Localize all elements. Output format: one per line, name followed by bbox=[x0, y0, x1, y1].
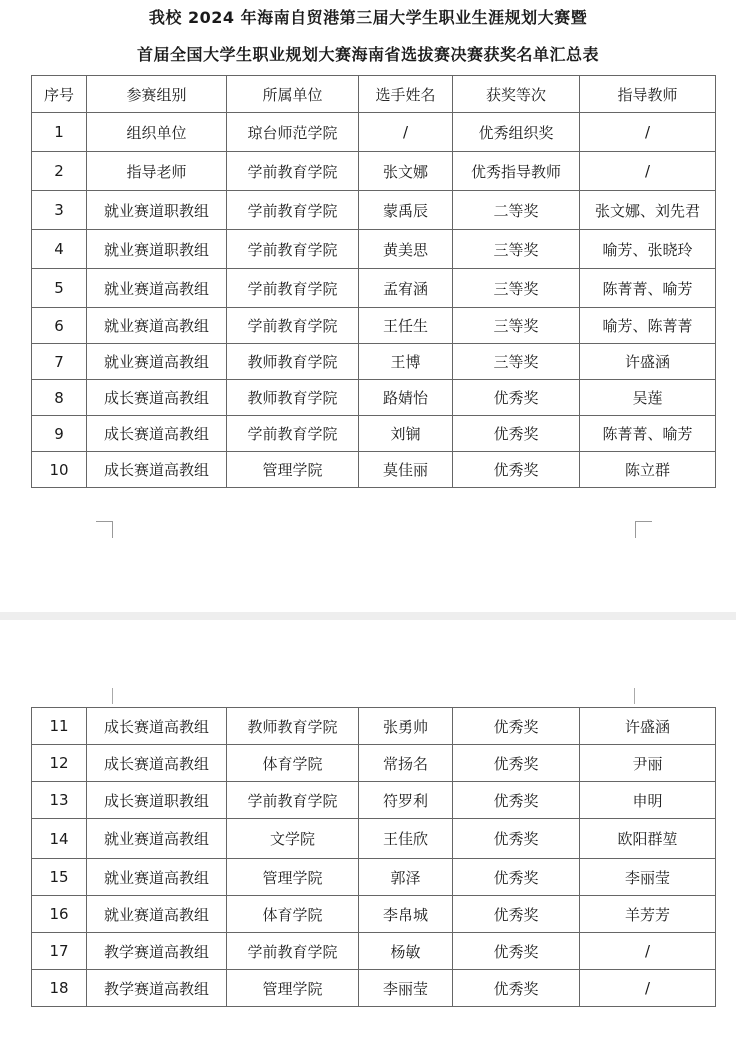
cell-award: 优秀奖 bbox=[453, 416, 580, 452]
cell-group: 就业赛道高教组 bbox=[87, 269, 227, 308]
cell-teacher: 许盛涵 bbox=[580, 344, 716, 380]
cell-name: 王任生 bbox=[359, 308, 453, 344]
header-no: 序号 bbox=[32, 76, 87, 113]
cell-name: 莫佳丽 bbox=[359, 452, 453, 488]
cell-award: 三等奖 bbox=[453, 308, 580, 344]
cell-group: 教学赛道高教组 bbox=[87, 933, 227, 970]
header-name: 选手姓名 bbox=[359, 76, 453, 113]
table-row bbox=[32, 380, 716, 416]
cell-group: 指导老师 bbox=[87, 152, 227, 191]
cell-award: 优秀奖 bbox=[453, 782, 580, 819]
table-row bbox=[32, 113, 716, 152]
cell-teacher: 陈菁菁、喻芳 bbox=[580, 416, 716, 452]
cell-no: 12 bbox=[32, 745, 87, 782]
cell-no: 10 bbox=[32, 452, 87, 488]
cell-no: 6 bbox=[32, 308, 87, 344]
cell-teacher: 尹丽 bbox=[580, 745, 716, 782]
cell-group: 成长赛道高教组 bbox=[87, 452, 227, 488]
cell-group: 教学赛道高教组 bbox=[87, 970, 227, 1007]
cell-no: 1 bbox=[32, 113, 87, 152]
table-row bbox=[32, 269, 716, 308]
crop-mark-right bbox=[635, 521, 652, 538]
cell-no: 14 bbox=[32, 819, 87, 859]
table-row bbox=[32, 782, 716, 819]
cell-unit: 学前教育学院 bbox=[227, 269, 359, 308]
table-row bbox=[32, 344, 716, 380]
cell-no: 2 bbox=[32, 152, 87, 191]
cell-name: 郭泽 bbox=[359, 859, 453, 896]
cell-award: 三等奖 bbox=[453, 230, 580, 269]
cell-teacher: 李丽莹 bbox=[580, 859, 716, 896]
cell-award: 优秀奖 bbox=[453, 452, 580, 488]
cell-award: 优秀奖 bbox=[453, 819, 580, 859]
cell-teacher: 吴莲 bbox=[580, 380, 716, 416]
table-row bbox=[32, 416, 716, 452]
table-row bbox=[32, 230, 716, 269]
cell-group: 组织单位 bbox=[87, 113, 227, 152]
table-row bbox=[32, 745, 716, 782]
table-row bbox=[32, 819, 716, 859]
cell-no: 16 bbox=[32, 896, 87, 933]
cell-no: 18 bbox=[32, 970, 87, 1007]
cell-award: 优秀奖 bbox=[453, 380, 580, 416]
cell-teacher: 张文娜、刘先君 bbox=[580, 191, 716, 230]
cell-unit: 学前教育学院 bbox=[227, 152, 359, 191]
header-unit: 所属单位 bbox=[227, 76, 359, 113]
table-header-row bbox=[32, 76, 716, 113]
table-row bbox=[32, 152, 716, 191]
cell-no: 13 bbox=[32, 782, 87, 819]
cell-no: 7 bbox=[32, 344, 87, 380]
header-group: 参赛组别 bbox=[87, 76, 227, 113]
cell-teacher: / bbox=[580, 113, 716, 152]
cell-group: 就业赛道高教组 bbox=[87, 819, 227, 859]
cell-unit: 学前教育学院 bbox=[227, 191, 359, 230]
cell-group: 就业赛道高教组 bbox=[87, 896, 227, 933]
table-row bbox=[32, 859, 716, 896]
cell-teacher: / bbox=[580, 933, 716, 970]
cell-name: 王佳欣 bbox=[359, 819, 453, 859]
cell-unit: 教师教育学院 bbox=[227, 708, 359, 745]
table-row bbox=[32, 708, 716, 745]
cell-group: 就业赛道高教组 bbox=[87, 344, 227, 380]
cell-award: 优秀组织奖 bbox=[453, 113, 580, 152]
cell-no: 9 bbox=[32, 416, 87, 452]
award-table-page-2 bbox=[31, 707, 716, 1007]
cell-unit: 文学院 bbox=[227, 819, 359, 859]
cell-name: 刘锎 bbox=[359, 416, 453, 452]
cell-teacher: 欧阳群堃 bbox=[580, 819, 716, 859]
cell-no: 3 bbox=[32, 191, 87, 230]
cell-group: 成长赛道高教组 bbox=[87, 380, 227, 416]
cell-award: 优秀奖 bbox=[453, 933, 580, 970]
table-row bbox=[32, 191, 716, 230]
cell-group: 就业赛道职教组 bbox=[87, 230, 227, 269]
table-row bbox=[32, 308, 716, 344]
cell-group: 成长赛道高教组 bbox=[87, 745, 227, 782]
cell-group: 就业赛道高教组 bbox=[87, 308, 227, 344]
document-title-line-1: 我校 2024 年海南自贸港第三届大学生职业生涯规划大赛暨 bbox=[148, 8, 588, 27]
cell-unit: 学前教育学院 bbox=[227, 933, 359, 970]
cell-name: 李丽莹 bbox=[359, 970, 453, 1007]
cell-unit: 管理学院 bbox=[227, 452, 359, 488]
cell-teacher: 羊芳芳 bbox=[580, 896, 716, 933]
cell-teacher: 许盛涵 bbox=[580, 708, 716, 745]
cell-group: 就业赛道职教组 bbox=[87, 191, 227, 230]
cell-name: 常扬名 bbox=[359, 745, 453, 782]
cell-unit: 管理学院 bbox=[227, 970, 359, 1007]
cell-award: 二等奖 bbox=[453, 191, 580, 230]
header-teacher: 指导教师 bbox=[580, 76, 716, 113]
crop-mark-left bbox=[96, 521, 113, 538]
cell-unit: 学前教育学院 bbox=[227, 416, 359, 452]
page-separator bbox=[0, 612, 736, 620]
cell-no: 8 bbox=[32, 380, 87, 416]
cell-award: 优秀奖 bbox=[453, 896, 580, 933]
cell-teacher: / bbox=[580, 970, 716, 1007]
cell-unit: 体育学院 bbox=[227, 896, 359, 933]
cell-name: 符罗利 bbox=[359, 782, 453, 819]
cell-group: 就业赛道高教组 bbox=[87, 859, 227, 896]
cell-teacher: 陈菁菁、喻芳 bbox=[580, 269, 716, 308]
cell-group: 成长赛道高教组 bbox=[87, 708, 227, 745]
cell-name: 王博 bbox=[359, 344, 453, 380]
cell-name: 路婧怡 bbox=[359, 380, 453, 416]
table-row bbox=[32, 970, 716, 1007]
cell-name: 张文娜 bbox=[359, 152, 453, 191]
cell-teacher: / bbox=[580, 152, 716, 191]
cell-unit: 学前教育学院 bbox=[227, 308, 359, 344]
cell-name: / bbox=[359, 113, 453, 152]
cell-unit: 琼台师范学院 bbox=[227, 113, 359, 152]
cell-award: 优秀奖 bbox=[453, 970, 580, 1007]
cell-teacher: 喻芳、陈菁菁 bbox=[580, 308, 716, 344]
cell-award: 三等奖 bbox=[453, 344, 580, 380]
cell-award: 优秀奖 bbox=[453, 859, 580, 896]
cell-group: 成长赛道高教组 bbox=[87, 416, 227, 452]
cell-no: 17 bbox=[32, 933, 87, 970]
cell-unit: 学前教育学院 bbox=[227, 782, 359, 819]
header-award: 获奖等次 bbox=[453, 76, 580, 113]
page-edge-mark-left bbox=[112, 688, 113, 704]
cell-unit: 体育学院 bbox=[227, 745, 359, 782]
cell-name: 孟宥涵 bbox=[359, 269, 453, 308]
table-row bbox=[32, 896, 716, 933]
document-title-line-2: 首届全国大学生职业规划大赛海南省选拔赛决赛获奖名单汇总表 bbox=[136, 45, 599, 64]
cell-name: 杨敏 bbox=[359, 933, 453, 970]
cell-award: 优秀奖 bbox=[453, 745, 580, 782]
cell-unit: 管理学院 bbox=[227, 859, 359, 896]
cell-name: 李帛城 bbox=[359, 896, 453, 933]
cell-teacher: 陈立群 bbox=[580, 452, 716, 488]
cell-no: 5 bbox=[32, 269, 87, 308]
cell-name: 张勇帅 bbox=[359, 708, 453, 745]
cell-group: 成长赛道职教组 bbox=[87, 782, 227, 819]
cell-unit: 学前教育学院 bbox=[227, 230, 359, 269]
cell-no: 4 bbox=[32, 230, 87, 269]
cell-teacher: 喻芳、张晓玲 bbox=[580, 230, 716, 269]
cell-unit: 教师教育学院 bbox=[227, 380, 359, 416]
cell-name: 蒙禹辰 bbox=[359, 191, 453, 230]
cell-award: 三等奖 bbox=[453, 269, 580, 308]
table-row bbox=[32, 933, 716, 970]
cell-award: 优秀指导教师 bbox=[453, 152, 580, 191]
cell-teacher: 申明 bbox=[580, 782, 716, 819]
table-row bbox=[32, 452, 716, 488]
award-table-page-1 bbox=[31, 75, 716, 488]
cell-unit: 教师教育学院 bbox=[227, 344, 359, 380]
page-edge-mark-right bbox=[634, 688, 635, 704]
cell-name: 黄美思 bbox=[359, 230, 453, 269]
cell-award: 优秀奖 bbox=[453, 708, 580, 745]
cell-no: 11 bbox=[32, 708, 87, 745]
cell-no: 15 bbox=[32, 859, 87, 896]
